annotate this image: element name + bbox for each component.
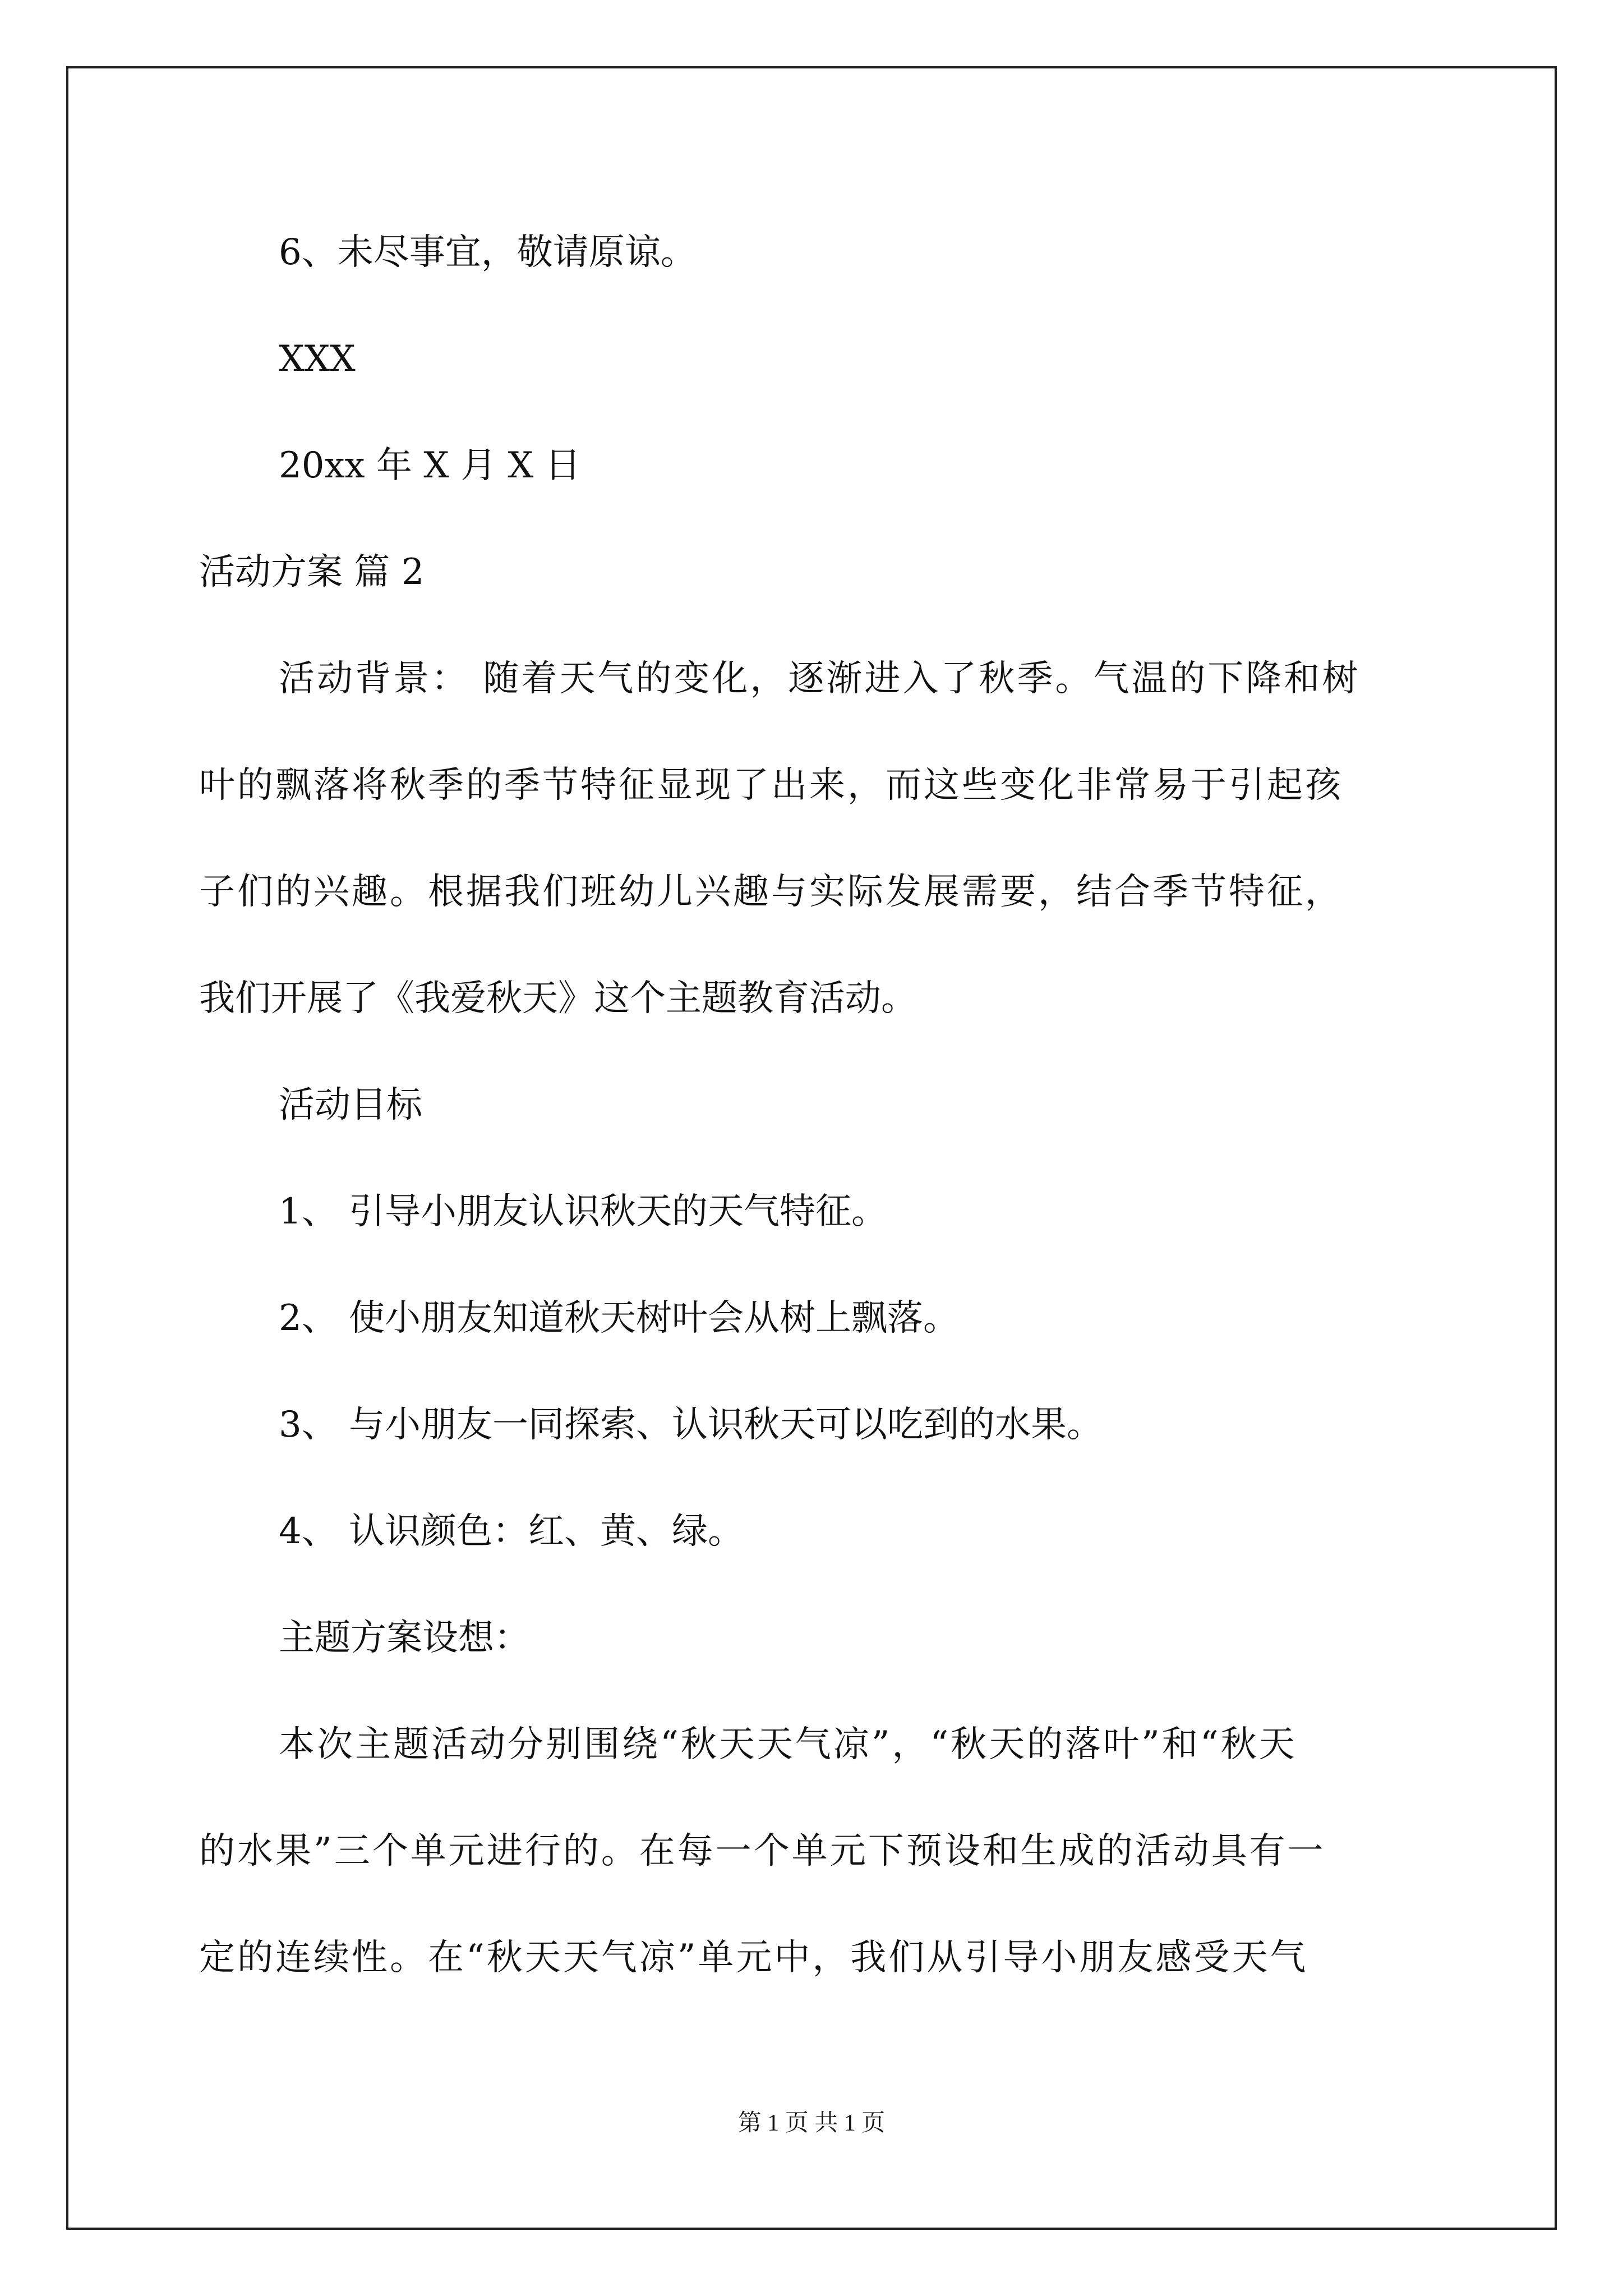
text-line-6: 叶的飘落将秋季的季节特征显现了出来，而这些变化非常易于引起孩 xyxy=(199,765,1343,806)
goal-item-3: 3、 与小朋友一同探索、认识秋天可以吃到的水果。 xyxy=(279,1404,1103,1446)
text-line-3: 20xx 年 X 月 X 日 xyxy=(279,445,581,486)
section-heading: 活动方案 篇 2 xyxy=(199,551,425,593)
text-line-15: 本次主题活动分别围绕“秋天天气凉”，“秋天的落叶”和“秋天 xyxy=(279,1724,1297,1765)
goal-item-2: 2、 使小朋友知道秋天树叶会从树上飘落。 xyxy=(279,1297,960,1339)
page-border xyxy=(66,66,1557,2230)
page-footer: 第 1 页 共 1 页 xyxy=(737,2110,886,2136)
text-line-1: 6、未尽事宜，敬请原谅。 xyxy=(279,232,697,273)
text-line-16: 的水果”三个单元进行的。在每一个单元下预设和生成的活动具有一 xyxy=(199,1830,1326,1872)
goal-item-4: 4、 认识颜色：红、黄、绿。 xyxy=(279,1511,744,1552)
subheading-plan: 主题方案设想： xyxy=(279,1617,530,1659)
text-line-5: 活动背景： 随着天气的变化，逐渐进入了秋季。气温的下降和树 xyxy=(279,658,1361,700)
text-line-2: XXX xyxy=(279,338,356,380)
goal-item-1: 1、 引导小朋友认识秋天的天气特征。 xyxy=(279,1191,888,1232)
text-line-17: 定的连续性。在“秋天天气凉”单元中，我们从引导小朋友感受天气 xyxy=(199,1937,1308,1978)
text-line-8: 我们开展了《我爱秋天》这个主题教育活动。 xyxy=(199,978,917,1019)
subheading-goals: 活动目标 xyxy=(279,1084,422,1126)
text-line-7: 子们的兴趣。根据我们班幼儿兴趣与实际发展需要，结合季节特征， xyxy=(199,871,1343,913)
